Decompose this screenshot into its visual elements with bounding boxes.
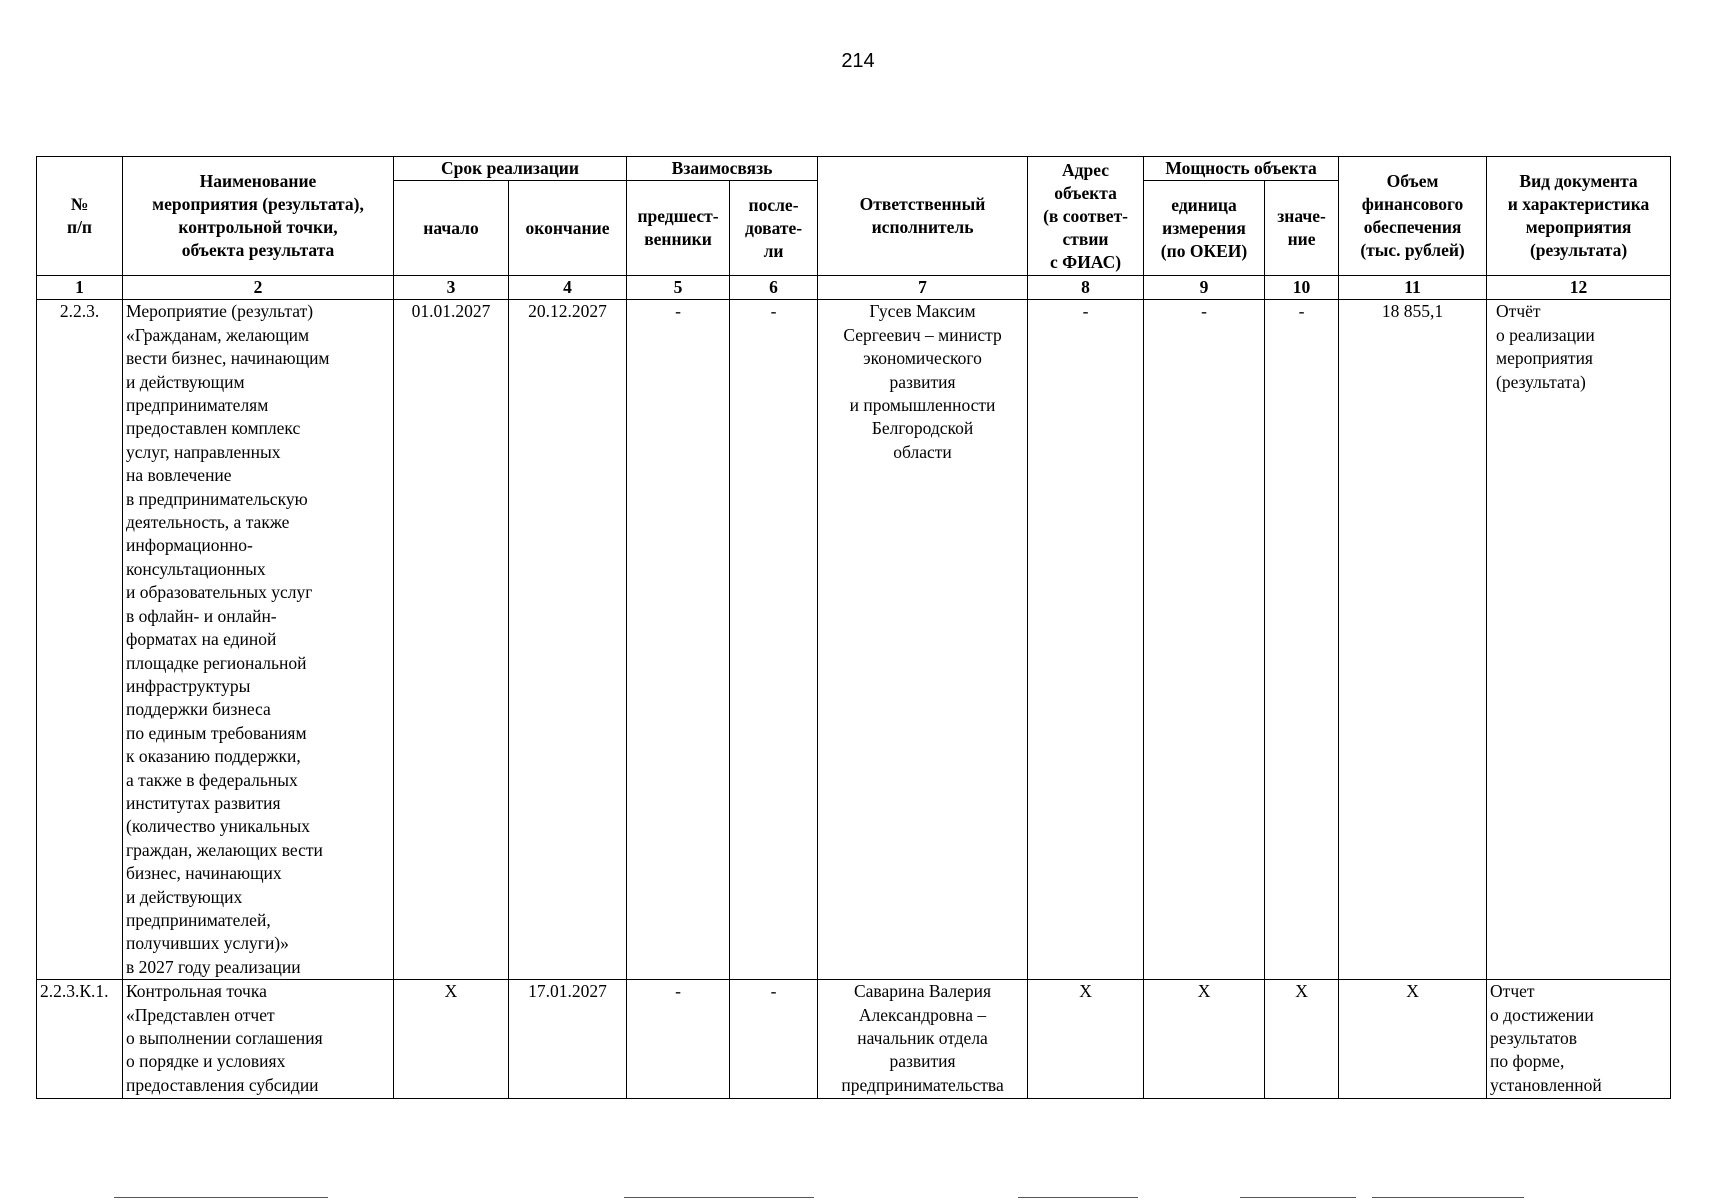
row-finance: X bbox=[1339, 980, 1487, 1099]
row-name: Мероприятие (результат) «Гражданам, желающим вести бизнес, начинающим и действующим предпринимателям предоставлен комплекс услуг, направленных на вовлечение в предпринимательскую деятельность, а также информационно- консультационных и образовательных услуг в офлайн- и онлайн- форматах на единой площадке региональной инфраструктуры поддержки бизнеса по единым требованиям к оказанию поддержки, а также в федеральных институтах развития (количество уникальных граждан, желающих вести бизнес, начинающих и действующих предпринимателей, получивших услуги)» в 2027 году реализации bbox=[123, 300, 394, 980]
header-value: значе- ние bbox=[1265, 181, 1339, 276]
bottom-divider bbox=[624, 1197, 814, 1198]
row-finance: 18 855,1 bbox=[1339, 300, 1487, 980]
table-row bbox=[37, 980, 1671, 1099]
row-succ: - bbox=[730, 300, 818, 980]
col-number: 7 bbox=[818, 276, 1028, 300]
col-number: 11 bbox=[1339, 276, 1487, 300]
col-number: 4 bbox=[509, 276, 627, 300]
header-start: начало bbox=[394, 181, 509, 276]
header-capacity-group: Мощность объекта bbox=[1144, 157, 1339, 181]
header-end: окончание bbox=[509, 181, 627, 276]
row-responsible: Гусев Максим Сергеевич – министр экономического развития и промышленности Белгородской области bbox=[818, 300, 1028, 980]
row-doc-type: Отчёт о реализации мероприятия (результата) bbox=[1487, 300, 1671, 980]
row-value: - bbox=[1265, 300, 1339, 980]
row-address: - bbox=[1028, 300, 1144, 980]
row-succ: - bbox=[730, 980, 818, 1099]
row-start: 01.01.2027 bbox=[394, 300, 509, 980]
col-number: 5 bbox=[627, 276, 730, 300]
header-period-group: Срок реализации bbox=[394, 157, 627, 181]
row-num: 2.2.3. bbox=[37, 300, 123, 980]
bottom-divider bbox=[114, 1197, 328, 1198]
header-responsible: Ответственный исполнитель bbox=[818, 157, 1028, 276]
header-doc-type: Вид документа и характеристика мероприятия (результата) bbox=[1487, 157, 1671, 276]
table-header bbox=[37, 157, 1671, 300]
plan-table bbox=[36, 156, 1671, 1099]
col-number: 12 bbox=[1487, 276, 1671, 300]
row-end: 17.01.2027 bbox=[509, 980, 627, 1099]
header-num: № п/п bbox=[37, 157, 123, 276]
row-start: X bbox=[394, 980, 509, 1099]
header-link-group: Взаимосвязь bbox=[627, 157, 818, 181]
row-doc-type: Отчет о достижении результатов по форме, установленной bbox=[1487, 980, 1671, 1099]
col-number: 2 bbox=[123, 276, 394, 300]
col-number: 10 bbox=[1265, 276, 1339, 300]
header-succ: после- довате- ли bbox=[730, 181, 818, 276]
header-finance: Объем финансового обеспечения (тыс. рублей) bbox=[1339, 157, 1487, 276]
row-unit: X bbox=[1144, 980, 1265, 1099]
row-name: Контрольная точка «Представлен отчет о выполнении соглашения о порядке и условиях предоставления субсидии bbox=[123, 980, 394, 1099]
col-number: 8 bbox=[1028, 276, 1144, 300]
row-responsible: Саварина Валерия Александровна – начальник отдела развития предпринимательства bbox=[818, 980, 1028, 1099]
row-value: X bbox=[1265, 980, 1339, 1099]
column-number-row bbox=[37, 276, 1671, 300]
row-end: 20.12.2027 bbox=[509, 300, 627, 980]
bottom-divider bbox=[1240, 1197, 1356, 1198]
bottom-divider bbox=[1018, 1197, 1138, 1198]
col-number: 9 bbox=[1144, 276, 1265, 300]
col-number: 6 bbox=[730, 276, 818, 300]
header-address: Адрес объекта (в соответ- ствии с ФИАС) bbox=[1028, 157, 1144, 276]
row-address: X bbox=[1028, 980, 1144, 1099]
page-number: 214 bbox=[841, 50, 875, 72]
header-unit: единица измерения (по ОКЕИ) bbox=[1144, 181, 1265, 276]
row-pred: - bbox=[627, 300, 730, 980]
row-pred: - bbox=[627, 980, 730, 1099]
header-pred: предшест- венники bbox=[627, 181, 730, 276]
row-unit: - bbox=[1144, 300, 1265, 980]
header-name: Наименование мероприятия (результата), контрольной точки, объекта результата bbox=[123, 157, 394, 276]
row-num: 2.2.3.К.1. bbox=[37, 980, 123, 1099]
col-number: 1 bbox=[37, 276, 123, 300]
table-row bbox=[37, 300, 1671, 980]
bottom-divider bbox=[1372, 1197, 1524, 1198]
col-number: 3 bbox=[394, 276, 509, 300]
